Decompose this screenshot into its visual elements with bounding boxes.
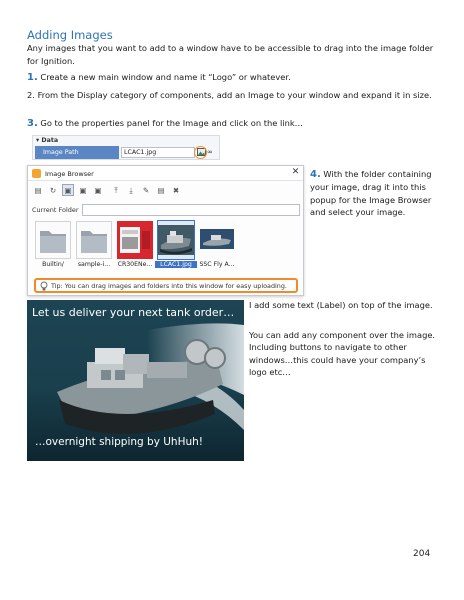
lightbulb-icon bbox=[40, 281, 48, 294]
grid-item-label: SSC Fly A... bbox=[199, 261, 235, 268]
grid-item-label: sample-i... bbox=[77, 261, 111, 268]
large-thumbnails-icon[interactable]: ▣ bbox=[62, 184, 74, 196]
step-3 bbox=[27, 117, 439, 131]
grid-item-lcac1[interactable] bbox=[157, 221, 195, 271]
current-folder-field[interactable] bbox=[82, 204, 300, 216]
ship-photo-thumbnail bbox=[199, 221, 235, 259]
components-note: You can add any component over the image. Including buttons to navigate to other windows…this could have your company’s logo etc… bbox=[249, 330, 436, 377]
step-4-number: 4. bbox=[310, 169, 321, 180]
step-2-number: 2. bbox=[27, 90, 35, 100]
folder-icon[interactable]: ▤ bbox=[34, 186, 42, 195]
property-name: Image Path bbox=[35, 146, 119, 159]
upload-icon[interactable]: ⤒ bbox=[114, 186, 118, 195]
step-4-text: With the folder containing your image, drag it into this popup for the Image Browser and select your image. bbox=[310, 169, 432, 217]
property-group-label: Data bbox=[41, 137, 59, 144]
folder-icon bbox=[76, 221, 112, 259]
app-icon bbox=[32, 169, 41, 178]
grid-item-label: CR30ENe... bbox=[117, 261, 153, 268]
link-icon[interactable]: ∞ bbox=[207, 148, 213, 156]
grid-item-label: Builtin/ bbox=[42, 261, 64, 268]
banner-top-label: Let us deliver your next tank order… bbox=[32, 306, 235, 319]
property-panel bbox=[32, 135, 220, 160]
delete-icon[interactable]: ✖ bbox=[172, 186, 180, 195]
step-1 bbox=[27, 71, 439, 85]
image-grid bbox=[32, 221, 300, 273]
image-browser-titlebar bbox=[28, 166, 303, 181]
property-group-data[interactable]: ▾ Data bbox=[36, 137, 59, 144]
folder-icon bbox=[35, 221, 71, 259]
current-folder-row bbox=[32, 204, 300, 216]
grid-item-label: LCAC1.jpg bbox=[155, 261, 197, 268]
step-2 bbox=[27, 89, 439, 102]
medium-thumbnails-icon[interactable]: ▣ bbox=[79, 186, 87, 195]
label-note: I add some text (Label) on top of the image. bbox=[249, 300, 433, 310]
refresh-icon[interactable]: ↻ bbox=[49, 186, 57, 195]
close-icon[interactable]: ✕ bbox=[291, 167, 300, 177]
image-browser-title: Image Browser bbox=[45, 170, 94, 178]
step-1-number: 1. bbox=[27, 72, 38, 83]
image-browser-window bbox=[27, 165, 304, 296]
small-thumbnails-icon[interactable]: ▣ bbox=[94, 186, 102, 195]
highlight-circle bbox=[194, 146, 207, 159]
section-heading: Adding Images bbox=[27, 28, 113, 42]
intro-paragraph: Any images that you want to add to a window have to be accessible to drag into the image folder for Ignition. bbox=[27, 43, 434, 66]
step-3-number: 3. bbox=[27, 118, 38, 129]
edit-icon[interactable]: ✎ bbox=[142, 186, 150, 195]
upload-tip bbox=[34, 278, 298, 293]
page-number: 204 bbox=[413, 549, 431, 559]
step-3-text: Go to the properties panel for the Image and click on the link… bbox=[40, 118, 303, 128]
hovercraft-banner-image bbox=[27, 300, 244, 461]
download-icon[interactable]: ⤓ bbox=[129, 186, 133, 195]
tip-text: Tip: You can drag images and folders into this window for easy uploading. bbox=[51, 282, 287, 290]
grid-item-builtin[interactable] bbox=[34, 221, 72, 271]
red-photo-thumbnail bbox=[117, 221, 153, 259]
grid-item-sample[interactable] bbox=[75, 221, 113, 271]
banner-bottom-label: …overnight shipping by UhHuh! bbox=[35, 436, 203, 448]
step-4 bbox=[310, 168, 440, 218]
grid-item-cr30[interactable] bbox=[116, 221, 154, 271]
property-row-image-path[interactable] bbox=[35, 146, 217, 159]
current-folder-label: Current Folder bbox=[32, 206, 79, 214]
image-path-field[interactable]: LCAC1.jpg bbox=[121, 147, 195, 158]
hovercraft-photo-thumbnail bbox=[158, 221, 194, 259]
step-1-text: Create a new main window and name it “Logo” or whatever. bbox=[40, 72, 291, 82]
step-2-text: From the Display category of components, add an Image to your window and expand it in size. bbox=[37, 90, 432, 100]
folder-new-icon[interactable]: ▤ bbox=[157, 186, 165, 195]
grid-item-ssc-fly[interactable] bbox=[198, 221, 236, 271]
image-browser-toolbar bbox=[32, 184, 300, 198]
